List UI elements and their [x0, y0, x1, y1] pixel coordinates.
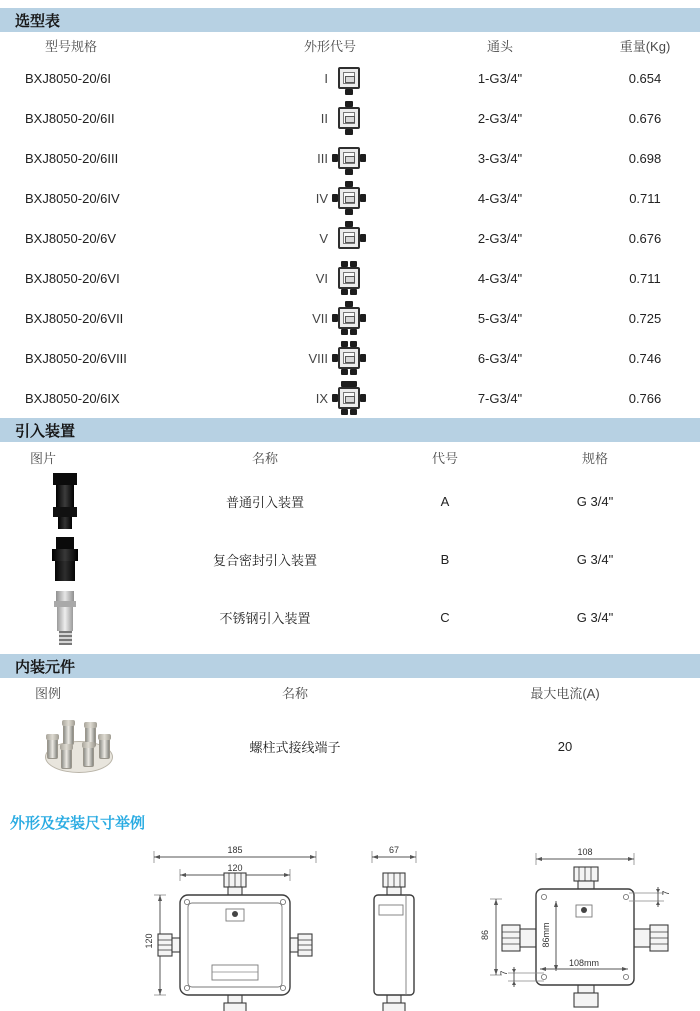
- port-cell: 7-G3/4": [477, 390, 523, 406]
- col-header-port: 通头: [486, 38, 513, 54]
- terminal-stud: [83, 745, 94, 767]
- gland-stub-top-left: [341, 381, 348, 387]
- table-row: [0, 588, 700, 646]
- table-row: [0, 138, 700, 178]
- selection-section-bar: [0, 8, 700, 32]
- col-header-picture: 图片: [30, 450, 57, 466]
- port-cell: 6-G3/4": [477, 350, 523, 366]
- inlet-code-cell: C: [440, 609, 450, 625]
- shape-cell: [250, 347, 410, 369]
- table-row: [0, 472, 700, 530]
- inlet-section-title: 引入装置: [15, 422, 76, 440]
- table-row: [0, 378, 700, 418]
- stud-terminal-image: [41, 715, 119, 777]
- shape-code: I: [324, 70, 328, 86]
- gland-stub-left: [332, 194, 338, 202]
- table-row: [0, 338, 700, 378]
- table-row: [0, 298, 700, 338]
- col-header-model: 型号规格: [45, 38, 98, 54]
- internal-section-bar: [0, 654, 700, 678]
- front-view-drawing: [140, 843, 330, 1011]
- shape-code: IX: [315, 390, 328, 406]
- model-cell: BXJ8050-20/6VIII: [25, 350, 127, 366]
- shape-cell: [250, 147, 410, 169]
- shape-cell: [250, 387, 410, 409]
- weight-cell: 0.766: [628, 390, 662, 406]
- weight-cell: 0.746: [628, 350, 662, 366]
- side-view-drawing: [344, 843, 444, 1011]
- junction-box-icon: [338, 107, 360, 129]
- dim-front-outer-width: 185: [227, 845, 243, 855]
- gland-stub-top: [345, 301, 353, 307]
- table-row: [0, 218, 700, 258]
- junction-box-icon: [338, 67, 360, 89]
- gland-stub-top: [345, 101, 353, 107]
- gland-stub-top-right: [350, 341, 357, 347]
- model-cell: BXJ8050-20/6IV: [25, 190, 120, 206]
- weight-cell: 0.711: [629, 270, 661, 286]
- weight-cell: 0.711: [629, 190, 661, 206]
- inlet-table-header: [0, 442, 700, 472]
- port-cell: 4-G3/4": [477, 190, 523, 206]
- dim-rear-hole-v: 86mm: [541, 922, 551, 948]
- gland-stub-left: [332, 354, 338, 362]
- gland-stub-bottom-left: [341, 409, 348, 415]
- model-cell: BXJ8050-20/6VII: [25, 310, 124, 326]
- col-header-legend: 图例: [35, 685, 62, 701]
- port-cell: 5-G3/4": [477, 310, 523, 326]
- col-header-code: 代号: [431, 450, 458, 466]
- model-cell: BXJ8050-20/6III: [25, 150, 119, 166]
- weight-cell: 0.698: [628, 150, 662, 166]
- junction-box-icon: [338, 147, 360, 169]
- col-header-shape: 外形代号: [303, 38, 356, 54]
- gland-stub-bottom-left: [341, 369, 348, 375]
- inlet-spec-cell: G 3/4": [576, 493, 614, 509]
- gland-stub-left: [332, 314, 338, 322]
- col-header-max-current: 最大电流(A): [530, 685, 600, 701]
- shape-cell: [250, 307, 410, 329]
- internal-table-header: [0, 678, 700, 706]
- dim-rear-outer-height: 86: [480, 929, 490, 941]
- stainless-steel-gland-image: [50, 589, 80, 645]
- table-row: [0, 98, 700, 138]
- junction-box-icon: [338, 187, 360, 209]
- shape-cell: [250, 187, 410, 209]
- composite-seal-gland-image: [50, 531, 80, 587]
- dim-rear-offset-bottom: 7: [499, 970, 509, 976]
- gland-stub-right: [360, 154, 366, 162]
- shape-code: VI: [315, 270, 328, 286]
- dim-front-inner-width: 120: [227, 863, 243, 873]
- gland-stub-right: [360, 354, 366, 362]
- table-row: [0, 178, 700, 218]
- gland-stub-top-left: [341, 261, 348, 267]
- weight-cell: 0.676: [628, 230, 662, 246]
- model-cell: BXJ8050-20/6IX: [25, 390, 120, 406]
- gland-stub-left: [332, 154, 338, 162]
- shape-code: III: [317, 150, 328, 166]
- weight-cell: 0.725: [628, 310, 662, 326]
- gland-stub-right: [360, 194, 366, 202]
- gland-stub-bottom: [345, 169, 353, 175]
- weight-cell: 0.654: [628, 70, 662, 86]
- gland-stub-bottom: [345, 129, 353, 135]
- gland-stub-top: [345, 221, 353, 227]
- terminal-stud: [63, 723, 74, 745]
- rear-view-drawing: [458, 843, 693, 1011]
- terminal-stud: [99, 737, 110, 759]
- gland-stub-right: [360, 394, 366, 402]
- inlet-code-cell: A: [440, 493, 450, 509]
- internal-table-body: [0, 706, 700, 786]
- model-cell: BXJ8050-20/6I: [25, 70, 112, 86]
- table-row: [0, 530, 700, 588]
- gland-stub-bottom-right: [350, 289, 357, 295]
- junction-box-icon: [338, 307, 360, 329]
- shape-code: V: [319, 230, 328, 246]
- gland-stub-bottom-right: [350, 329, 357, 335]
- dim-front-height: 120: [144, 933, 154, 949]
- datasheet-page: [0, 8, 700, 1003]
- shape-code: VII: [312, 310, 328, 326]
- inlet-name-cell: 不锈钢引入装置: [219, 610, 311, 626]
- table-row: [0, 706, 700, 786]
- col-header-name: 名称: [251, 450, 278, 466]
- shape-cell: [250, 267, 410, 289]
- inlet-name-cell: 复合密封引入装置: [212, 552, 317, 568]
- internal-section-title: 内装元件: [15, 658, 76, 676]
- shape-cell: [250, 107, 410, 129]
- selection-section-title: 选型表: [15, 12, 61, 30]
- gland-stub-bottom-left: [341, 329, 348, 335]
- internal-name-cell: 螺柱式接线端子: [249, 739, 341, 755]
- col-header-spec: 规格: [581, 450, 608, 466]
- table-row: [0, 258, 700, 298]
- junction-box-icon: [338, 267, 360, 289]
- gland-stub-right: [360, 314, 366, 322]
- inlet-spec-cell: G 3/4": [576, 609, 614, 625]
- gland-stub-top: [345, 181, 353, 187]
- terminal-stud: [47, 737, 58, 759]
- port-cell: 3-G3/4": [477, 150, 523, 166]
- inlet-code-cell: B: [440, 551, 450, 567]
- gland-stub-bottom: [345, 209, 353, 215]
- inlet-section-bar: [0, 418, 700, 442]
- dim-rear-outer-width: 108: [577, 847, 593, 857]
- junction-box-icon: [338, 227, 360, 249]
- drawings-row: [0, 843, 700, 1011]
- gland-stub-bottom-right: [350, 409, 357, 415]
- inlet-spec-cell: G 3/4": [576, 551, 614, 567]
- drawings-section-title: 外形及安装尺寸举例: [10, 815, 146, 832]
- gland-stub-top-right: [350, 261, 357, 267]
- port-cell: 4-G3/4": [477, 270, 523, 286]
- model-cell: BXJ8050-20/6V: [25, 230, 117, 246]
- junction-box-icon: [338, 387, 360, 409]
- inlet-table-body: [0, 472, 700, 646]
- dim-rear-offset-top: 7: [661, 890, 671, 896]
- gland-stub-top-right: [350, 381, 357, 387]
- dim-side-depth: 67: [388, 845, 400, 855]
- gland-stub-bottom: [345, 89, 353, 95]
- black-cable-gland-image: [50, 473, 80, 529]
- port-cell: 2-G3/4": [477, 110, 523, 126]
- model-cell: BXJ8050-20/6VI: [25, 270, 120, 286]
- port-cell: 1-G3/4": [477, 70, 523, 86]
- shape-code: IV: [315, 190, 328, 206]
- gland-stub-bottom-left: [341, 289, 348, 295]
- weight-cell: 0.676: [628, 110, 662, 126]
- col-header-name: 名称: [281, 685, 308, 701]
- selection-table-body: [0, 58, 700, 418]
- gland-stub-left: [332, 394, 338, 402]
- junction-box-icon: [338, 347, 360, 369]
- terminal-stud: [61, 747, 72, 769]
- table-row: [0, 58, 700, 98]
- shape-cell: [250, 227, 410, 249]
- port-cell: 2-G3/4": [477, 230, 523, 246]
- model-cell: BXJ8050-20/6II: [25, 110, 115, 126]
- shape-code: VIII: [308, 350, 328, 366]
- shape-cell: [250, 67, 410, 89]
- gland-stub-top-left: [341, 341, 348, 347]
- inlet-name-cell: 普通引入装置: [225, 494, 304, 510]
- internal-current-cell: 20: [557, 738, 573, 754]
- gland-stub-right: [360, 234, 366, 242]
- col-header-weight: 重量(Kg): [619, 38, 671, 54]
- shape-code: II: [320, 110, 328, 126]
- dim-rear-hole-h: 108mm: [568, 958, 600, 968]
- gland-stub-bottom-right: [350, 369, 357, 375]
- selection-table-header: [0, 32, 700, 58]
